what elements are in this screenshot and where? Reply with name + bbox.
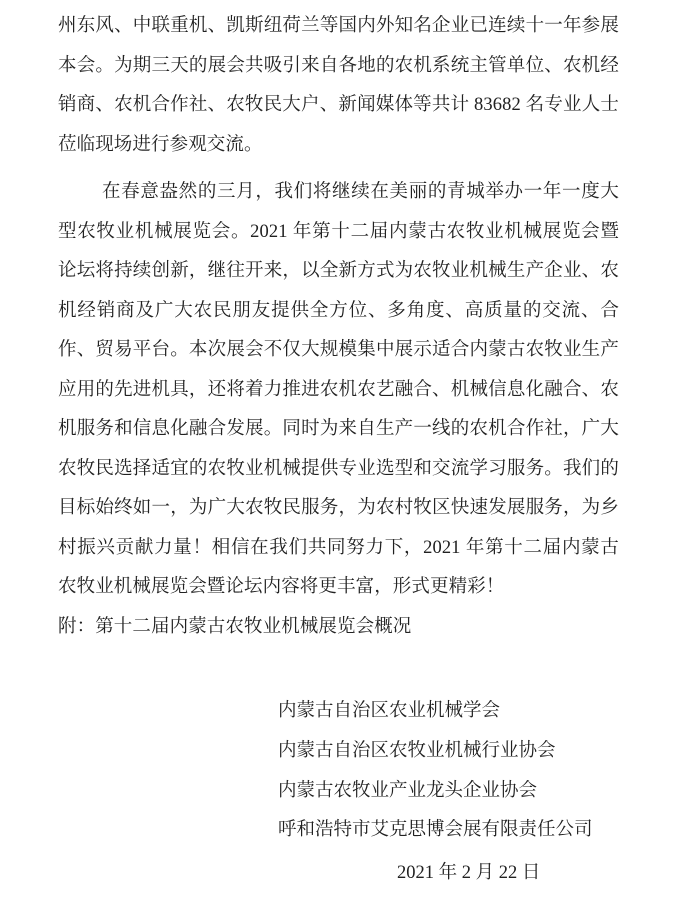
body-paragraph-main: 在春意盎然的三月，我们将继续在美丽的青城举办一年一度大型农牧业机械展览会。2021 年第十二届内蒙古农牧业机械展览会暨论坛将持续创新，继往开来，以全新方式为农牧业机械生产企业、农机经销商及广大农民朋友提供全方位、多角度、高质量的交流、合作、贸易平台。本次展会不仅大规模集中展示适合内蒙古农牧业生产应用的先进机具，还将着力推进农机农艺融合、机械信息化融合、农机服务和信息化融合发展。同时为来自生产一线的农机合作社，广大农牧民选择适宜的农牧业机械提供专业选型和交流学习服务。我们的目标始终如一，为广大农牧民服务，为农村牧区快速发展服务，为乡村振兴贡献力量！相信在我们共同努力下，2021 年第十二届内蒙古农牧业机械展览会暨论坛内容将更丰富，形式更精彩！: [58, 182, 619, 597]
signature-block: [58, 692, 619, 894]
signature-line-3: 内蒙古农牧业产业龙头企业协会: [278, 780, 538, 801]
body-paragraph-continuation: 州东风、中联重机、凯斯纽荷兰等国内外知名企业已连续十一年参展本会。为期三天的展会共吸引来自各地的农机系统主管单位、农机经销商、农机合作社、农牧民大户、新闻媒体等共计 83682 名专业人士莅临现场进行参观交流。: [58, 16, 619, 155]
attachment-note: 附：第十二届内蒙古农牧业机械展览会概况: [58, 616, 412, 637]
signature-line-2: 内蒙古自治区农牧业机械行业协会: [278, 740, 556, 761]
signature-line-1: 内蒙古自治区农业机械学会: [278, 701, 501, 721]
signature-line-4: 呼和浩特市艾克思博会展有限责任公司: [278, 820, 593, 841]
date-line: 2021 年 2 月 22 日: [397, 863, 541, 883]
